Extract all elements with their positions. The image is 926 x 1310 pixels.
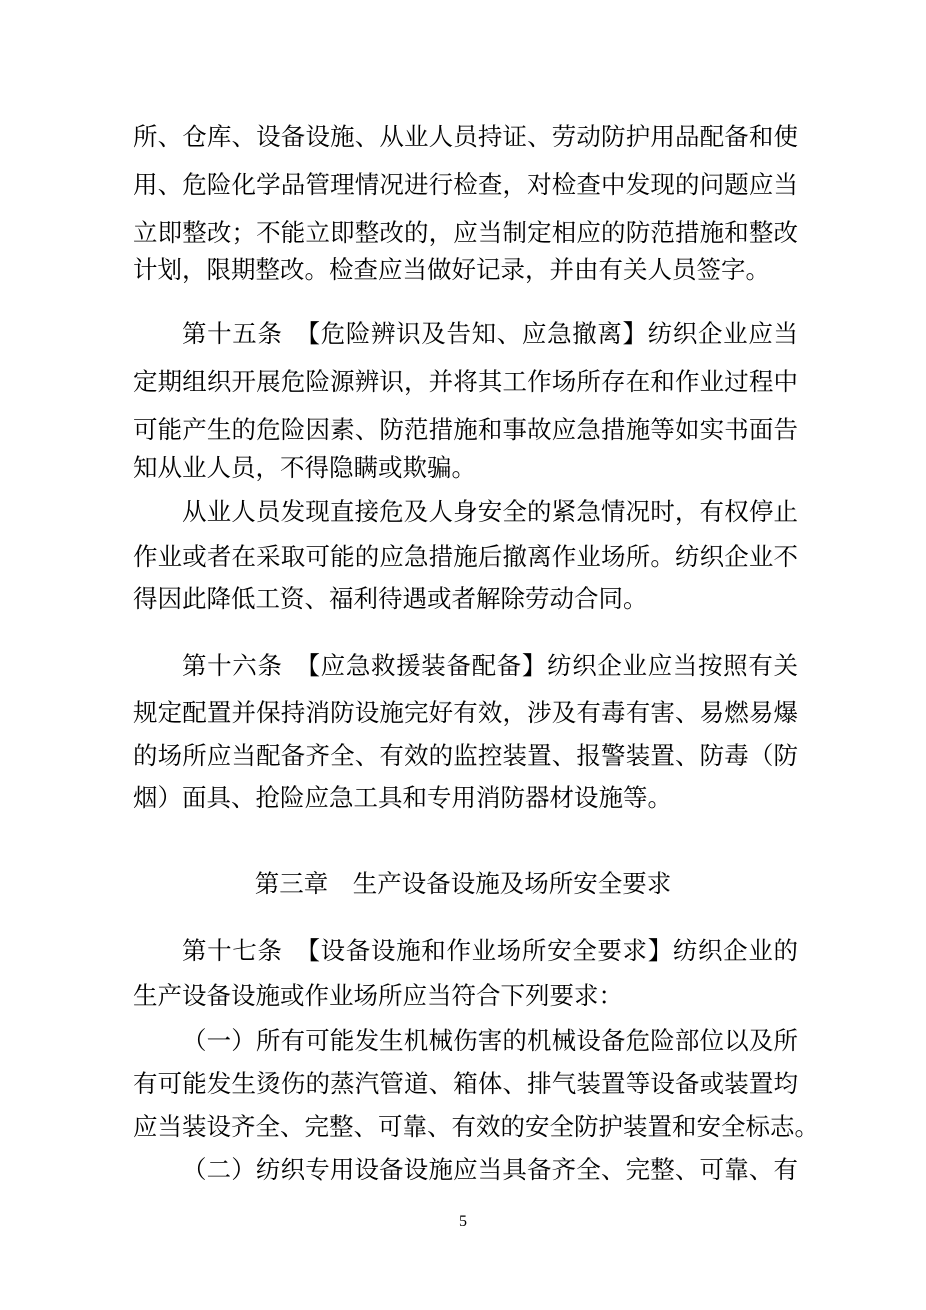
text-line: 规定配置并保持消防设施完好有效，涉及有毒有害、易燃易爆 [133, 698, 798, 727]
list-item-line: （二）纺织专用设备设施应当具备齐全、完整、可靠、有 [182, 1155, 798, 1184]
text-line: 从业人员发现直接危及人身安全的紧急情况时，有权停止 [182, 497, 798, 526]
text-line: 烟）面具、抢险应急工具和专用消防器材设施等。 [133, 783, 672, 812]
text-line: 有可能发生烫伤的蒸汽管道、箱体、排气装置等设备或装置均 [133, 1069, 798, 1098]
text-line: 计划，限期整改。检查应当做好记录，并由有关人员签字。 [133, 255, 770, 284]
article-16-title-line: 第十六条 【应急救援装备配备】纺织企业应当按照有关 [182, 651, 798, 680]
text-line: 应当装设齐全、完整、可靠、有效的安全防护装置和安全标志。 [133, 1112, 819, 1141]
text-line: 用、危险化学品管理情况进行检查，对检查中发现的问题应当 [133, 170, 798, 199]
article-17-title-line: 第十七条 【设备设施和作业场所安全要求】纺织企业的 [182, 936, 798, 965]
text-line: 立即整改；不能立即整改的，应当制定相应的防范措施和整改 [133, 218, 798, 247]
text-line: 所、仓库、设备设施、从业人员持证、劳动防护用品配备和使 [133, 122, 798, 151]
article-15-title-line: 第十五条 【危险辨识及告知、应急撤离】纺织企业应当 [182, 319, 798, 348]
text-line: 可能产生的危险因素、防范措施和事故应急措施等如实书面告 [133, 415, 798, 444]
text-line: 知从业人员，不得隐瞒或欺骗。 [133, 453, 476, 482]
chapter-heading: 第三章 生产设备设施及场所安全要求 [254, 869, 672, 898]
list-item-line: （一）所有可能发生机械伤害的机械设备危险部位以及所 [182, 1026, 798, 1055]
page-number: 5 [459, 1213, 467, 1230]
text-line: 的场所应当配备齐全、有效的监控装置、报警装置、防毒（防 [133, 741, 798, 770]
text-line: 得因此降低工资、福利待遇或者解除劳动合同。 [133, 584, 648, 613]
text-line: 生产设备设施或作业场所应当符合下列要求： [133, 981, 623, 1010]
text-line: 作业或者在采取可能的应急措施后撤离作业场所。纺织企业不 [133, 542, 798, 571]
text-line: 定期组织开展危险源辨识，并将其工作场所存在和作业过程中 [133, 367, 798, 396]
